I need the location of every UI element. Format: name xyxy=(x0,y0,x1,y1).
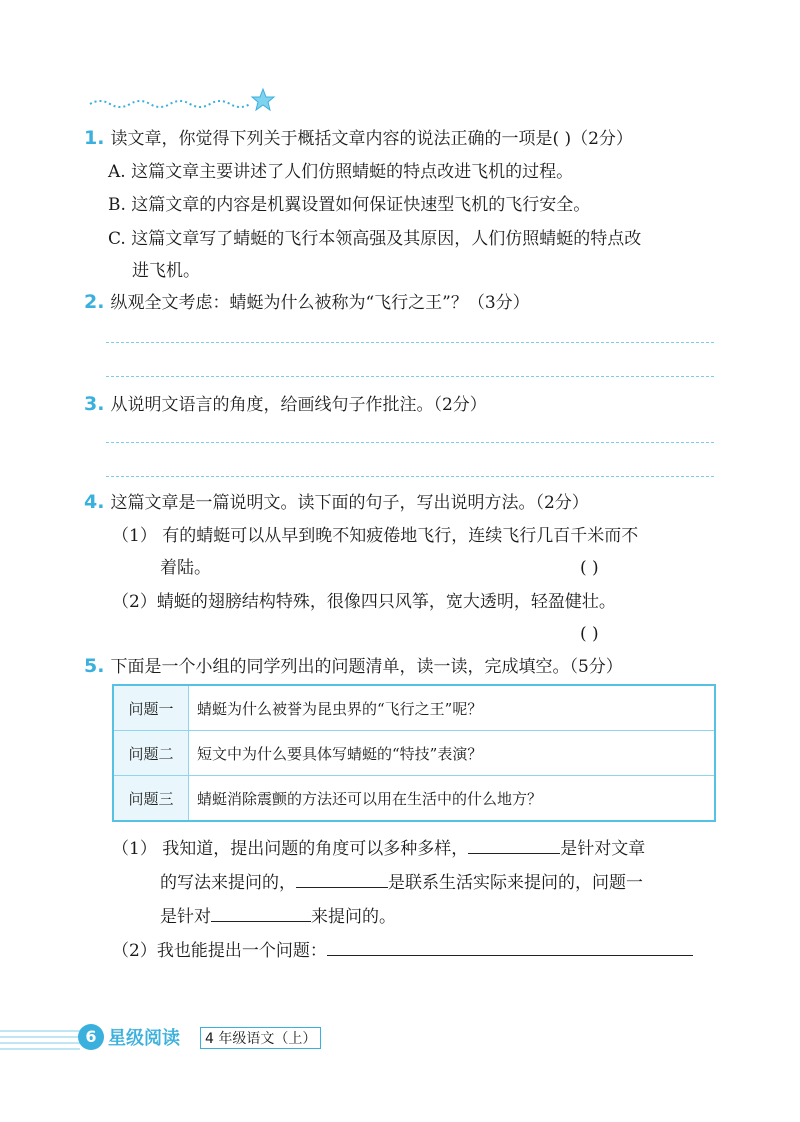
footer-rule xyxy=(0,1042,80,1044)
question-1 xyxy=(84,126,633,151)
text-segment: （1） 我知道，提出问题的角度可以多种多样， xyxy=(112,839,469,859)
option-a[interactable]: A. 这篇文章主要讲述了人们仿照蜻蜓的特点改进飞机的过程。 xyxy=(108,162,574,182)
row-content: 短文中为什么要具体写蜻蜓的“特技”表演？ xyxy=(189,731,716,776)
text-segment: 来提问的。 xyxy=(311,907,396,927)
answer-line[interactable] xyxy=(106,442,714,443)
footer-rule xyxy=(0,1036,80,1038)
row-content: 蜻蜓为什么被誉为昆虫界的“飞行之王”呢？ xyxy=(189,685,716,731)
grade-label: 4 年级语文（上） xyxy=(200,1027,321,1049)
fill-blank[interactable] xyxy=(327,937,693,956)
footer-rule xyxy=(0,1030,80,1032)
sentence-2: （2）蜻蜓的翅膀结构特殊，很像四只风筝，宽大透明，轻盈健壮。 xyxy=(112,592,616,612)
answer-line[interactable] xyxy=(106,342,714,343)
page-number: 6 xyxy=(78,1024,104,1050)
option-b[interactable]: B. 这篇文章的内容是机翼设置如何保证快速型飞机的飞行安全。 xyxy=(108,195,591,215)
fill-blank[interactable] xyxy=(296,869,388,888)
answer-line[interactable] xyxy=(106,476,714,477)
question-number: 1. xyxy=(84,127,105,149)
text-segment: （2）我也能提出一个问题： xyxy=(112,941,327,961)
question-text: 下面是一个小组的同学列出的问题清单，读一读，完成填空。（5分） xyxy=(110,657,623,677)
question-text: 这篇文章是一篇说明文。读下面的句子，写出说明方法。（2分） xyxy=(110,493,589,513)
fill-line-3 xyxy=(160,903,396,929)
row-label: 问题二 xyxy=(113,731,189,776)
row-content: 蜻蜓消除震颤的方法还可以用在生活中的什么地方？ xyxy=(189,776,716,822)
question-number: 3. xyxy=(84,393,105,415)
question-4 xyxy=(84,490,589,515)
table-row xyxy=(113,685,715,731)
question-text: 从说明文语言的角度，给画线句子作批注。（2分） xyxy=(110,395,487,415)
option-c[interactable]: C. 这篇文章写了蜻蜓的飞行本领高强及其原因，人们仿照蜻蜓的特点改 xyxy=(108,229,642,249)
question-number: 2. xyxy=(84,291,105,313)
row-label: 问题三 xyxy=(113,776,189,822)
answer-line[interactable] xyxy=(106,376,714,377)
fill-line-4 xyxy=(112,937,693,963)
sentence-1-continued: 着陆。 xyxy=(160,558,211,578)
answer-parentheses[interactable]: ( ) xyxy=(580,624,599,644)
fill-line-1 xyxy=(112,835,645,861)
question-list-table xyxy=(112,684,716,822)
row-label: 问题一 xyxy=(113,685,189,731)
answer-parentheses[interactable]: ( ) xyxy=(580,558,599,578)
sentence-1: （1） 有的蜻蜓可以从早到晚不知疲倦地飞行，连续飞行几百千米而不 xyxy=(112,526,639,546)
brand-logo: 星级阅读 xyxy=(108,1028,180,1049)
question-number: 5. xyxy=(84,655,105,677)
text-segment: 是联系生活实际来提问的，问题一 xyxy=(388,873,643,893)
question-2 xyxy=(84,290,530,315)
text-segment: 的写法来提问的， xyxy=(160,873,296,893)
fill-blank[interactable] xyxy=(211,903,311,922)
question-text: 读文章，你觉得下列关于概括文章内容的说法正确的一项是( )（2分） xyxy=(110,129,633,149)
option-c-continued: 进飞机。 xyxy=(132,261,200,281)
question-number: 4. xyxy=(84,491,105,513)
text-segment: 是针对文章 xyxy=(560,839,646,859)
fill-line-2 xyxy=(160,869,643,895)
question-3 xyxy=(84,392,487,417)
text-segment: 是针对 xyxy=(160,907,211,927)
question-text: 纵观全文考虑：蜻蜓为什么被称为“飞行之王”？（3分） xyxy=(110,293,530,313)
table-row xyxy=(113,731,715,776)
table-row xyxy=(113,776,715,822)
fill-blank[interactable] xyxy=(468,835,560,854)
question-5 xyxy=(84,654,623,679)
footer-rule xyxy=(0,1048,80,1050)
decorative-dotted-star-icon xyxy=(88,86,278,116)
